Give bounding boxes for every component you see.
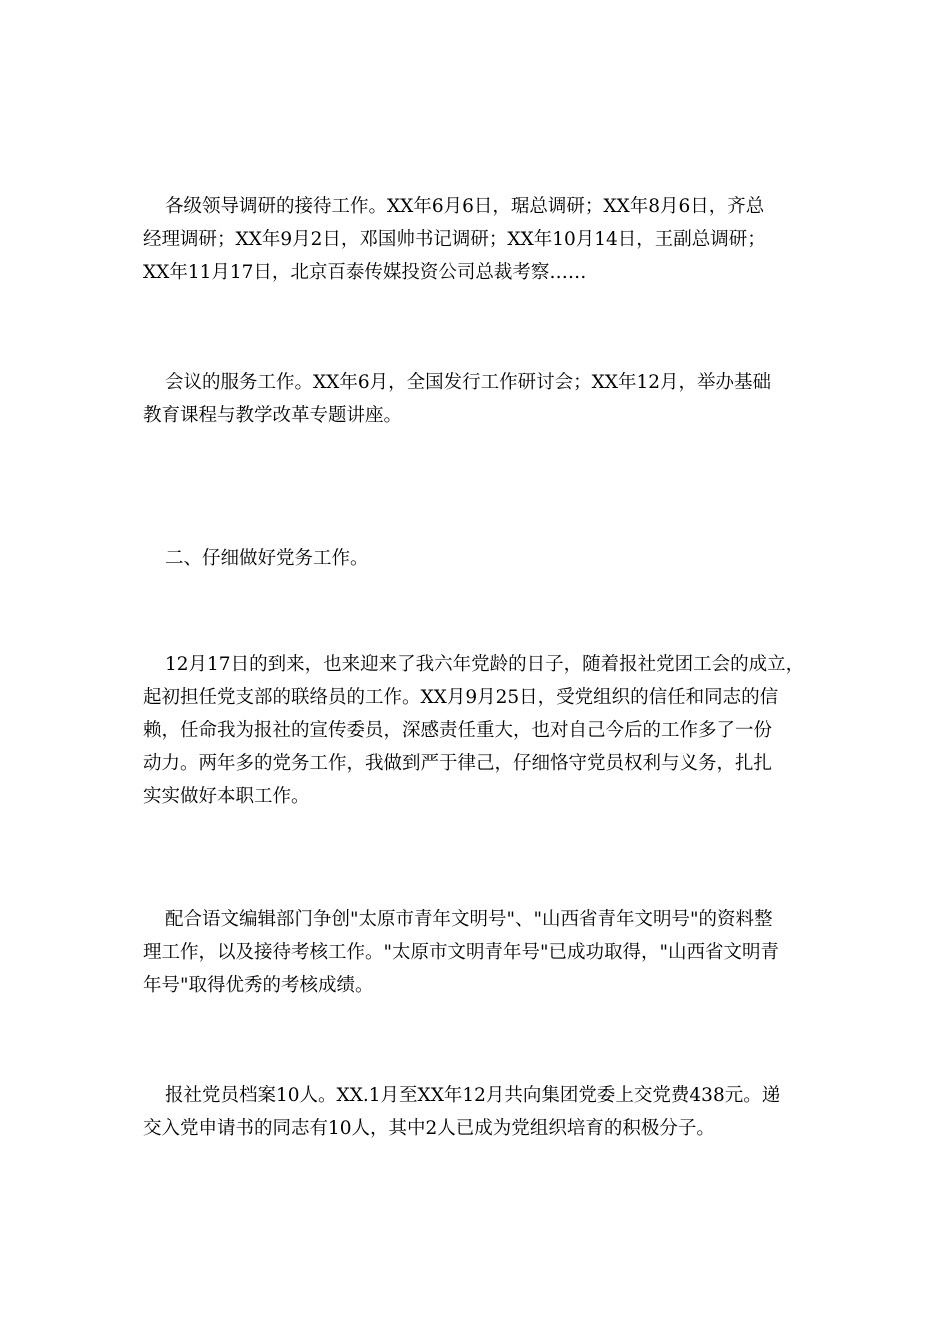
text-line: 教育课程与教学改革专题讲座。 [143, 405, 403, 426]
text-line: 动力。两年多的党务工作，我做到严于律己，仔细恪守党员权利与义务，扎扎 [143, 753, 773, 774]
text-line: 实实做好本职工作。 [143, 786, 310, 807]
text-line: 理工作，以及接待考核工作。"太原市文明青年号"已成功取得，"山西省文明青 [143, 942, 780, 963]
text-line: 交入党申请书的同志有10人，其中2人已成为党组织培育的积极分子。 [143, 1118, 715, 1139]
text-line: 起初担任党支部的联络员的工作。XX月9月25日，受党组织的信任和同志的信 [143, 687, 779, 708]
text-line: 会议的服务工作。XX年6月，全国发行工作研讨会；XX年12月，举办基础 [165, 372, 771, 393]
text-line: 赖，任命我为报社的宣传委员，深感责任重大，也对自己今后的工作多了一份 [143, 720, 773, 741]
text-line: 各级领导调研的接待工作。XX年6月6日，琚总调研；XX年8月6日，齐总 [165, 196, 765, 217]
text-line: 年号"取得优秀的考核成绩。 [143, 975, 374, 996]
paragraph-civilization-title [143, 903, 843, 1002]
text-line: 配合语文编辑部门争创"太原市青年文明号"、"山西省青年文明号"的资料整 [165, 909, 773, 930]
text-line: XX年11月17日，北京百泰传媒投资公司总裁考察…… [143, 262, 587, 283]
text-line: 报社党员档案10人。XX.1月至XX年12月共向集团党委上交党费438元。递 [165, 1085, 781, 1106]
paragraph-reception [143, 190, 843, 289]
section-heading [143, 542, 843, 575]
text-line: 12月17日的到来，也来迎来了我六年党龄的日子，随着报社党团工会的成立， [165, 654, 805, 675]
paragraph-party-anniversary [143, 648, 843, 813]
paragraph-party-records [143, 1079, 843, 1145]
text-line: 经理调研；XX年9月2日，邓国帅书记调研；XX年10月14日，王副总调研； [143, 229, 766, 250]
text-line: 二、仔细做好党务工作。 [165, 548, 369, 569]
paragraph-meetings [143, 366, 843, 432]
